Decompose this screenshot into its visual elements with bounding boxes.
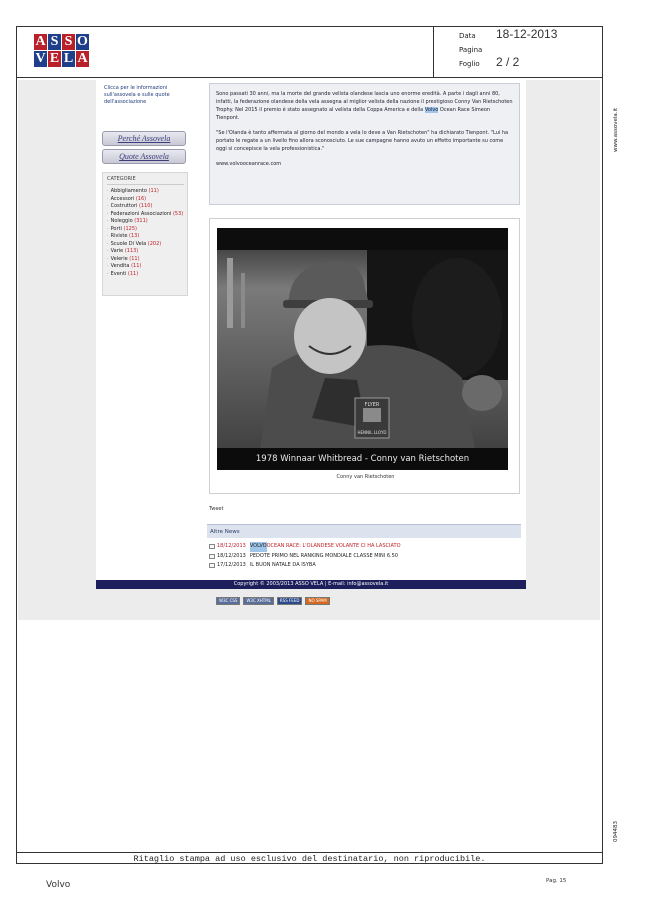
disclaimer: Ritaglio stampa ad uso esclusivo del destinatario, non riproducibile. [16,852,603,864]
clipping-header [16,26,603,78]
no-spam-badge[interactable]: NO SPAM [305,597,329,605]
search-highlight: Volvo [424,107,439,113]
news-item[interactable]: 17/12/2013 IL BUON NATALE DA ISYBA [209,561,520,571]
data-label: Data [459,32,476,40]
news-icon [209,563,215,568]
assovela-logo[interactable] [34,34,118,68]
page-number: Pag. 15 [546,878,567,884]
site-footer: Copyright © 2003/2013 ASSO VELA | E-mail: info@assovela.it [96,580,526,589]
data-value: 18-12-2013 [496,27,558,41]
foglio-value: 2 / 2 [496,55,520,69]
photo-card [209,218,520,494]
search-highlight: VOLVO [250,542,267,552]
sailor-portrait [217,228,508,470]
altre-news-header: Altre News [207,524,521,538]
w3c-css-badge[interactable]: W3C CSS [216,597,240,605]
article-photo[interactable] [217,228,508,470]
photo-credit: Conny van Rietschoten [336,474,395,480]
category-item[interactable]: · Varie (113) [107,248,139,254]
category-item[interactable]: · Riviste (13) [107,233,140,239]
news-item[interactable]: 18/12/2013 PEDOTE PRIMO NEL RANKING MONDIALE CLASSE MINI 6.50 [209,552,520,562]
category-item[interactable]: · Accessori (16) [107,195,147,202]
category-item[interactable]: · Velerie (11) [107,255,140,262]
logo-letter: S [48,34,61,50]
topic-label: Volvo [46,880,71,890]
patch-text-top: FLYER [364,402,380,408]
foglio-label: Foglio [459,60,480,68]
categories-box [102,172,188,296]
rss-feed-badge[interactable]: RSS FEED [277,597,303,605]
categories-title: CATEGORIE [107,176,184,185]
category-item[interactable]: · Federazioni Associazioni (53) [107,210,184,217]
logo-letter: E [49,51,60,66]
category-item[interactable]: · Abbigliamento (11) [107,188,159,194]
category-item[interactable]: · Noleggio (311) [107,218,148,224]
article-paragraph: Sono passati 30 anni, ma la morte del grande velista olandese lascia uno enorme eredità. A parte i dagli anni 80, infatti, la federazione olandese della vela assegna al miglior velista della nazione il prestigioso Conny Van Rietschoten Trophy. Nel 2015 il premio è stato assegnato al velista della Coppa America e della Volvo Ocean Race Simeon Tienpont. [216,91,513,121]
category-item[interactable]: · Porti (125) [107,225,137,232]
news-icon [209,554,215,559]
article-paragraph: "Se l'Olanda è tanto affermata al giorno del mondo a vela lo deve a Van Rietschoten" ha dichiarato Tienpont. "Lui ha portato le regate a un livello fino allora sconosciuto. Le sue campagne hanno avuto un effetto importante su come oggi si concepisce la vela professionistica." [216,130,509,152]
category-item[interactable]: · Vendita (11) [107,263,142,269]
logo-letter: A [77,51,88,66]
category-item[interactable]: · Costruttori (110) [107,203,153,209]
sidebar-intro: Clicca per le informazioni sull'assovela e sulle quote dell'associazione [104,85,170,105]
photo-caption: 1978 Winnaar Whitbread - Conny van Rietschoten [217,448,508,470]
patch-text-bottom: HENNIL LLOYD [357,430,387,435]
article-body [209,83,520,205]
category-item[interactable]: · Scuole Di Vela (202) [107,240,162,247]
article-link[interactable]: www.volvooceanrace.com [216,161,282,167]
quote-assovela-button[interactable]: Quote Assovela [102,149,186,164]
news-list [209,542,520,571]
side-url: www.assovela.it [613,107,619,152]
logo-letter: S [62,34,75,50]
category-item[interactable]: · Eventi (11) [107,270,139,277]
meta-cell [434,26,603,77]
validation-badges [216,597,333,605]
pagina-label: Pagina [459,46,483,54]
logo-cell [16,26,434,77]
tweet-link[interactable]: Tweet [209,506,224,512]
logo-letter: L [63,51,74,66]
news-item[interactable]: 18/12/2013 VOLVO OCEAN RACE: L'OLANDESE VOLANTE CI HA LASCIATO [209,542,520,552]
logo-letter: O [77,34,88,49]
logo-letter: V [35,51,46,66]
logo-letter: A [35,34,46,49]
news-icon [209,544,215,549]
side-code: 094483 [613,821,619,842]
sidebar [102,83,188,296]
perche-assovela-button[interactable]: Perché Assovela [102,131,186,146]
w3c-xhtml-badge[interactable]: W3C XHTML [243,597,273,605]
